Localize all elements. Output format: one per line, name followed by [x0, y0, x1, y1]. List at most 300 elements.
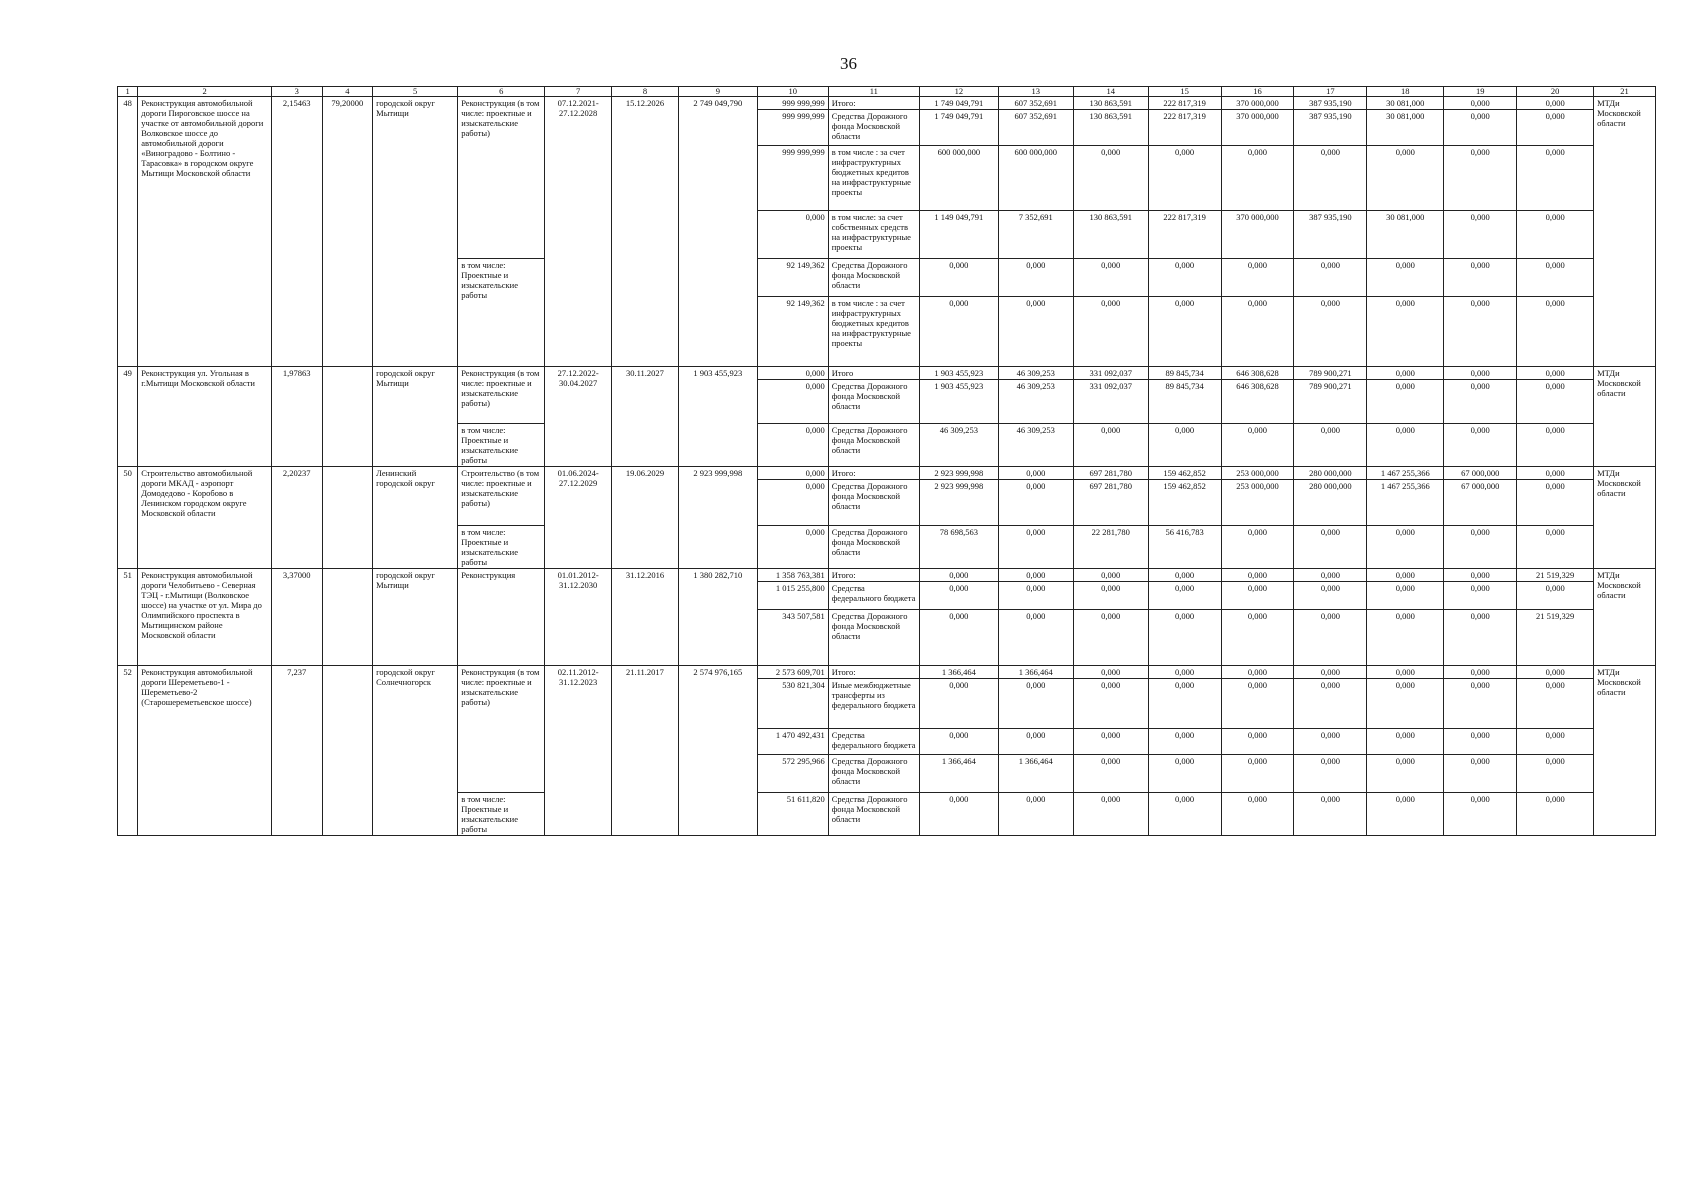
year-amount: 1 366,464: [998, 666, 1073, 679]
period-dates: 01.06.2024-27.12.2029: [545, 467, 612, 569]
year-amount: 0,000: [1221, 729, 1294, 755]
column-header: 2: [138, 87, 272, 97]
year-amount: 2 923 999,998: [919, 480, 998, 526]
column-header: 7: [545, 87, 612, 97]
year-amount: 280 000,000: [1294, 480, 1367, 526]
period-dates: 02.11.2012-31.12.2023: [545, 666, 612, 836]
year-amount: 387 935,190: [1294, 211, 1367, 259]
year-amount: 646 308,628: [1221, 367, 1294, 380]
year-amount: 0,000: [1517, 729, 1594, 755]
column-header: 1: [118, 87, 138, 97]
year-amount: 697 281,780: [1073, 467, 1148, 480]
year-amount: 78 698,563: [919, 526, 998, 569]
year-amount: 0,000: [1367, 755, 1444, 793]
year-amount: 46 309,253: [998, 380, 1073, 424]
work-type: в том числе: Проектные и изыскательские работы: [458, 259, 545, 367]
year-amount: 0,000: [1517, 259, 1594, 297]
year-amount: 0,000: [998, 480, 1073, 526]
period-dates: 01.01.2012-31.12.2030: [545, 569, 612, 666]
year-amount: 159 462,852: [1148, 467, 1221, 480]
year-amount: 0,000: [1148, 569, 1221, 582]
funding-source: Средства Дорожного фонда Московской области: [828, 755, 919, 793]
year-amount: 0,000: [1073, 146, 1148, 211]
year-amount: 0,000: [998, 679, 1073, 729]
year-amount: 0,000: [1517, 480, 1594, 526]
year-amount: 789 900,271: [1294, 380, 1367, 424]
column-header: 16: [1221, 87, 1294, 97]
completion-date: 30.11.2027: [612, 367, 679, 467]
work-type: в том числе: Проектные и изыскательские работы: [458, 793, 545, 836]
financed-amount: 0,000: [757, 526, 828, 569]
project-name: Реконструкция автомобильной дороги Шереметьево-1 - Шереметьево-2 (Старошереметьевское шоссе): [138, 666, 272, 836]
year-amount: 0,000: [1367, 526, 1444, 569]
year-amount: 387 935,190: [1294, 110, 1367, 146]
year-amount: 0,000: [1517, 146, 1594, 211]
year-amount: 607 352,691: [998, 97, 1073, 110]
row-number: 51: [118, 569, 138, 666]
year-amount: 0,000: [1148, 679, 1221, 729]
year-amount: 0,000: [1148, 793, 1221, 836]
year-amount: 1 749 049,791: [919, 110, 998, 146]
year-amount: 697 281,780: [1073, 480, 1148, 526]
year-amount: 789 900,271: [1294, 367, 1367, 380]
year-amount: 0,000: [1294, 610, 1367, 666]
year-amount: 0,000: [1221, 679, 1294, 729]
year-amount: 0,000: [1073, 569, 1148, 582]
column-header: 18: [1367, 87, 1444, 97]
total-cost: 2 749 049,790: [678, 97, 757, 367]
length-km: 1,97863: [271, 367, 322, 467]
work-type: Реконструкция (в том числе: проектные и изыскательские работы): [458, 666, 545, 793]
year-amount: 130 863,591: [1073, 110, 1148, 146]
year-amount: 0,000: [1294, 569, 1367, 582]
project-name: Реконструкция автомобильной дороги Челобитьево - Северная ТЭЦ - г.Мытищи (Волковское шоссе) на участке от ул. Мира до Олимпийского проспекта в Мытищинском районе Московской области: [138, 569, 272, 666]
year-amount: 0,000: [1367, 679, 1444, 729]
year-amount: 0,000: [1073, 729, 1148, 755]
financed-amount: 999 999,999: [757, 146, 828, 211]
column-header: 5: [373, 87, 458, 97]
year-amount: 0,000: [1517, 380, 1594, 424]
year-amount: 0,000: [1148, 666, 1221, 679]
year-amount: 0,000: [1444, 146, 1517, 211]
column-header: 21: [1594, 87, 1656, 97]
year-amount: 0,000: [1517, 211, 1594, 259]
year-amount: 0,000: [1294, 679, 1367, 729]
work-type: Реконструкция (в том числе: проектные и изыскательские работы): [458, 97, 545, 259]
responsible-body: МТДи Московской области: [1594, 367, 1656, 467]
year-amount: 0,000: [1517, 97, 1594, 110]
year-amount: 0,000: [919, 297, 998, 367]
year-amount: 0,000: [998, 259, 1073, 297]
table-row: [118, 97, 1656, 110]
financed-amount: 572 295,966: [757, 755, 828, 793]
funding-source: Средства Дорожного фонда Московской области: [828, 480, 919, 526]
year-amount: 0,000: [1073, 679, 1148, 729]
year-amount: 30 081,000: [1367, 97, 1444, 110]
year-amount: 387 935,190: [1294, 97, 1367, 110]
year-amount: 370 000,000: [1221, 211, 1294, 259]
year-amount: 0,000: [1148, 582, 1221, 610]
year-amount: 0,000: [1221, 755, 1294, 793]
year-amount: 0,000: [1517, 582, 1594, 610]
year-amount: 0,000: [1294, 526, 1367, 569]
year-amount: 0,000: [1517, 679, 1594, 729]
table-row: [118, 569, 1656, 582]
year-amount: 0,000: [1444, 666, 1517, 679]
funding-source: Средства Дорожного фонда Московской области: [828, 610, 919, 666]
year-amount: 0,000: [1221, 569, 1294, 582]
year-amount: 0,000: [919, 259, 998, 297]
year-amount: 331 092,037: [1073, 367, 1148, 380]
year-amount: 0,000: [1444, 211, 1517, 259]
year-amount: 2 923 999,998: [919, 467, 998, 480]
year-amount: 0,000: [1367, 582, 1444, 610]
year-amount: 331 092,037: [1073, 380, 1148, 424]
year-amount: 0,000: [1148, 755, 1221, 793]
year-amount: 0,000: [1367, 610, 1444, 666]
year-amount: 600 000,000: [998, 146, 1073, 211]
year-amount: 46 309,253: [998, 367, 1073, 380]
work-type: в том числе: Проектные и изыскательские работы: [458, 424, 545, 467]
year-amount: 0,000: [1444, 679, 1517, 729]
year-amount: 0,000: [998, 610, 1073, 666]
year-amount: 0,000: [1517, 793, 1594, 836]
year-amount: 0,000: [919, 569, 998, 582]
year-amount: 600 000,000: [919, 146, 998, 211]
year-amount: 21 519,329: [1517, 610, 1594, 666]
year-amount: 0,000: [1517, 297, 1594, 367]
length-km: 3,37000: [271, 569, 322, 666]
municipality: Ленинский городской округ: [373, 467, 458, 569]
capacity-value: [322, 569, 373, 666]
year-amount: 0,000: [1367, 380, 1444, 424]
financed-amount: 0,000: [757, 480, 828, 526]
year-amount: 0,000: [1221, 424, 1294, 467]
financed-amount: 999 999,999: [757, 97, 828, 110]
funding-source: Итого:: [828, 666, 919, 679]
year-amount: 0,000: [1367, 793, 1444, 836]
year-amount: 0,000: [1517, 526, 1594, 569]
budget-table: [117, 86, 1656, 836]
year-amount: 0,000: [1073, 259, 1148, 297]
column-header: 13: [998, 87, 1073, 97]
financed-amount: 0,000: [757, 211, 828, 259]
year-amount: 0,000: [1444, 297, 1517, 367]
page-number: 36: [840, 54, 857, 73]
work-type: Реконструкция: [458, 569, 545, 666]
row-number: 50: [118, 467, 138, 569]
table-row: [118, 666, 1656, 679]
year-amount: 0,000: [1517, 666, 1594, 679]
year-amount: 0,000: [1221, 610, 1294, 666]
year-amount: 0,000: [998, 793, 1073, 836]
year-amount: 370 000,000: [1221, 110, 1294, 146]
work-type: в том числе: Проектные и изыскательские работы: [458, 526, 545, 569]
year-amount: 253 000,000: [1221, 480, 1294, 526]
year-amount: 67 000,000: [1444, 480, 1517, 526]
year-amount: 0,000: [1367, 367, 1444, 380]
responsible-body: МТДи Московской области: [1594, 97, 1656, 367]
capacity-value: [322, 666, 373, 836]
year-amount: 67 000,000: [1444, 467, 1517, 480]
length-km: 7,237: [271, 666, 322, 836]
year-amount: 0,000: [1148, 259, 1221, 297]
funding-source: Средства Дорожного фонда Московской области: [828, 793, 919, 836]
year-amount: 1 903 455,923: [919, 380, 998, 424]
year-amount: 30 081,000: [1367, 211, 1444, 259]
column-header: 6: [458, 87, 545, 97]
project-name: Реконструкция ул. Угольная в г.Мытищи Московской области: [138, 367, 272, 467]
total-cost: 2 574 976,165: [678, 666, 757, 836]
year-amount: 130 863,591: [1073, 97, 1148, 110]
municipality: городской округ Мытищи: [373, 367, 458, 467]
year-amount: 370 000,000: [1221, 97, 1294, 110]
year-amount: 0,000: [1294, 297, 1367, 367]
year-amount: 222 817,319: [1148, 211, 1221, 259]
financed-amount: 343 507,581: [757, 610, 828, 666]
table-row: [118, 467, 1656, 480]
year-amount: 0,000: [1221, 582, 1294, 610]
capacity-value: 79,20000: [322, 97, 373, 367]
year-amount: 0,000: [1517, 110, 1594, 146]
year-amount: 1 149 049,791: [919, 211, 998, 259]
total-cost: 1 380 282,710: [678, 569, 757, 666]
year-amount: 0,000: [1367, 569, 1444, 582]
year-amount: 89 845,734: [1148, 367, 1221, 380]
year-amount: 646 308,628: [1221, 380, 1294, 424]
year-amount: 0,000: [1294, 755, 1367, 793]
column-header: 11: [828, 87, 919, 97]
financed-amount: 530 821,304: [757, 679, 828, 729]
funding-source: Итого:: [828, 97, 919, 110]
capacity-value: [322, 467, 373, 569]
year-amount: 0,000: [998, 526, 1073, 569]
municipality: городской округ Солнечногорск: [373, 666, 458, 836]
year-amount: 222 817,319: [1148, 97, 1221, 110]
completion-date: 19.06.2029: [612, 467, 679, 569]
year-amount: 280 000,000: [1294, 467, 1367, 480]
year-amount: 130 863,591: [1073, 211, 1148, 259]
year-amount: 1 366,464: [919, 755, 998, 793]
year-amount: 0,000: [1517, 367, 1594, 380]
year-amount: 607 352,691: [998, 110, 1073, 146]
project-name: Реконструкция автомобильной дороги Пироговское шоссе на участке от автомобильной дороги Волковское шоссе до автомобильной дороги «Виноградово - Болтино - Тарасовка» в городском округе Мытищи Московской области: [138, 97, 272, 367]
year-amount: 0,000: [919, 793, 998, 836]
year-amount: 0,000: [998, 569, 1073, 582]
year-amount: 0,000: [1444, 729, 1517, 755]
year-amount: 0,000: [919, 729, 998, 755]
year-amount: 0,000: [1444, 97, 1517, 110]
funding-source: в том числе: за счет собственных средств на инфраструктурные проекты: [828, 211, 919, 259]
financed-amount: 0,000: [757, 424, 828, 467]
year-amount: 0,000: [1367, 424, 1444, 467]
column-header: 17: [1294, 87, 1367, 97]
year-amount: 0,000: [1444, 424, 1517, 467]
financed-amount: 1 358 763,381: [757, 569, 828, 582]
financed-amount: 999 999,999: [757, 110, 828, 146]
work-type: Строительство (в том числе: проектные и изыскательские работы): [458, 467, 545, 526]
year-amount: 0,000: [1444, 380, 1517, 424]
year-amount: 0,000: [1444, 569, 1517, 582]
financed-amount: 0,000: [757, 380, 828, 424]
year-amount: 1 467 255,366: [1367, 467, 1444, 480]
year-amount: 159 462,852: [1148, 480, 1221, 526]
year-amount: 0,000: [1444, 367, 1517, 380]
year-amount: 0,000: [998, 729, 1073, 755]
funding-source: Средства федерального бюджета: [828, 729, 919, 755]
funding-source: Средства Дорожного фонда Московской области: [828, 424, 919, 467]
responsible-body: МТДи Московской области: [1594, 666, 1656, 836]
period-dates: 07.12.2021-27.12.2028: [545, 97, 612, 367]
year-amount: 0,000: [1073, 755, 1148, 793]
year-amount: 0,000: [919, 679, 998, 729]
column-header: 12: [919, 87, 998, 97]
funding-source: Итого: [828, 367, 919, 380]
year-amount: 1 366,464: [998, 755, 1073, 793]
financed-amount: 1 015 255,800: [757, 582, 828, 610]
year-amount: 253 000,000: [1221, 467, 1294, 480]
year-amount: 0,000: [1073, 793, 1148, 836]
year-amount: 89 845,734: [1148, 380, 1221, 424]
year-amount: 0,000: [998, 582, 1073, 610]
year-amount: 0,000: [1367, 259, 1444, 297]
year-amount: 0,000: [1294, 259, 1367, 297]
year-amount: 222 817,319: [1148, 110, 1221, 146]
year-amount: 0,000: [1367, 297, 1444, 367]
funding-source: Средства Дорожного фонда Московской области: [828, 380, 919, 424]
year-amount: 0,000: [1073, 424, 1148, 467]
year-amount: 0,000: [1073, 610, 1148, 666]
year-amount: 0,000: [1221, 666, 1294, 679]
year-amount: 1 467 255,366: [1367, 480, 1444, 526]
year-amount: 0,000: [1073, 297, 1148, 367]
year-amount: 0,000: [1294, 729, 1367, 755]
year-amount: 0,000: [1073, 582, 1148, 610]
column-header: 15: [1148, 87, 1221, 97]
completion-date: 21.11.2017: [612, 666, 679, 836]
completion-date: 31.12.2016: [612, 569, 679, 666]
year-amount: 1 366,464: [919, 666, 998, 679]
year-amount: 1 903 455,923: [919, 367, 998, 380]
financed-amount: 92 149,362: [757, 259, 828, 297]
financed-amount: 2 573 609,701: [757, 666, 828, 679]
responsible-body: МТДи Московской области: [1594, 467, 1656, 569]
row-number: 49: [118, 367, 138, 467]
funding-source: Иные межбюджетные трансферты из федерального бюджета: [828, 679, 919, 729]
funding-source: Средства Дорожного фонда Московской области: [828, 259, 919, 297]
year-amount: 0,000: [1221, 297, 1294, 367]
funding-source: Итого:: [828, 569, 919, 582]
year-amount: 21 519,329: [1517, 569, 1594, 582]
year-amount: 0,000: [998, 467, 1073, 480]
year-amount: 30 081,000: [1367, 110, 1444, 146]
year-amount: 0,000: [1294, 793, 1367, 836]
header-row: [118, 87, 1656, 97]
column-header: 8: [612, 87, 679, 97]
municipality: городской округ Мытищи: [373, 569, 458, 666]
year-amount: 0,000: [1221, 793, 1294, 836]
year-amount: 0,000: [1148, 146, 1221, 211]
year-amount: 0,000: [1148, 297, 1221, 367]
year-amount: 0,000: [1517, 424, 1594, 467]
total-cost: 1 903 455,923: [678, 367, 757, 467]
funding-source: Итого:: [828, 467, 919, 480]
work-type: Реконструкция (в том числе: проектные и изыскательские работы): [458, 367, 545, 424]
financed-amount: 0,000: [757, 467, 828, 480]
funding-source: Средства Дорожного фонда Московской области: [828, 110, 919, 146]
year-amount: 0,000: [1367, 146, 1444, 211]
year-amount: 0,000: [1221, 146, 1294, 211]
financed-amount: 92 149,362: [757, 297, 828, 367]
year-amount: 22 281,780: [1073, 526, 1148, 569]
year-amount: 0,000: [1294, 424, 1367, 467]
year-amount: 0,000: [1294, 582, 1367, 610]
length-km: 2,15463: [271, 97, 322, 367]
funding-source: в том числе : за счет инфраструктурных бюджетных кредитов на инфраструктурные проекты: [828, 146, 919, 211]
year-amount: 0,000: [1148, 729, 1221, 755]
year-amount: 0,000: [1444, 793, 1517, 836]
year-amount: 56 416,783: [1148, 526, 1221, 569]
funding-source: Средства федерального бюджета: [828, 582, 919, 610]
row-number: 48: [118, 97, 138, 367]
funding-source: Средства Дорожного фонда Московской области: [828, 526, 919, 569]
total-cost: 2 923 999,998: [678, 467, 757, 569]
financed-amount: 0,000: [757, 367, 828, 380]
length-km: 2,20237: [271, 467, 322, 569]
year-amount: 46 309,253: [919, 424, 998, 467]
column-header: 20: [1517, 87, 1594, 97]
responsible-body: МТДи Московской области: [1594, 569, 1656, 666]
year-amount: 0,000: [1367, 729, 1444, 755]
year-amount: 46 309,253: [998, 424, 1073, 467]
column-header: 9: [678, 87, 757, 97]
year-amount: 7 352,691: [998, 211, 1073, 259]
table-row: [118, 367, 1656, 380]
year-amount: 0,000: [1367, 666, 1444, 679]
year-amount: 0,000: [1444, 259, 1517, 297]
year-amount: 1 749 049,791: [919, 97, 998, 110]
column-header: 3: [271, 87, 322, 97]
funding-source: в том числе : за счет инфраструктурных бюджетных кредитов на инфраструктурные проекты: [828, 297, 919, 367]
period-dates: 27.12.2022-30.04.2027: [545, 367, 612, 467]
year-amount: 0,000: [1294, 666, 1367, 679]
municipality: городской округ Мытищи: [373, 97, 458, 367]
year-amount: 0,000: [1444, 582, 1517, 610]
year-amount: 0,000: [1517, 467, 1594, 480]
project-name: Строительство автомобильной дороги МКАД - аэропорт Домодедово - Коробово в Ленинском городском округе Московской области: [138, 467, 272, 569]
financed-amount: 51 611,820: [757, 793, 828, 836]
year-amount: 0,000: [1221, 259, 1294, 297]
year-amount: 0,000: [919, 610, 998, 666]
year-amount: 0,000: [1444, 610, 1517, 666]
year-amount: 0,000: [1294, 146, 1367, 211]
year-amount: 0,000: [1148, 610, 1221, 666]
financed-amount: 1 470 492,431: [757, 729, 828, 755]
year-amount: 0,000: [1444, 110, 1517, 146]
row-number: 52: [118, 666, 138, 836]
column-header: 4: [322, 87, 373, 97]
year-amount: 0,000: [1221, 526, 1294, 569]
year-amount: 0,000: [919, 582, 998, 610]
year-amount: 0,000: [1073, 666, 1148, 679]
completion-date: 15.12.2026: [612, 97, 679, 367]
year-amount: 0,000: [1148, 424, 1221, 467]
capacity-value: [322, 367, 373, 467]
year-amount: 0,000: [1517, 755, 1594, 793]
column-header: 10: [757, 87, 828, 97]
year-amount: 0,000: [1444, 755, 1517, 793]
column-header: 14: [1073, 87, 1148, 97]
